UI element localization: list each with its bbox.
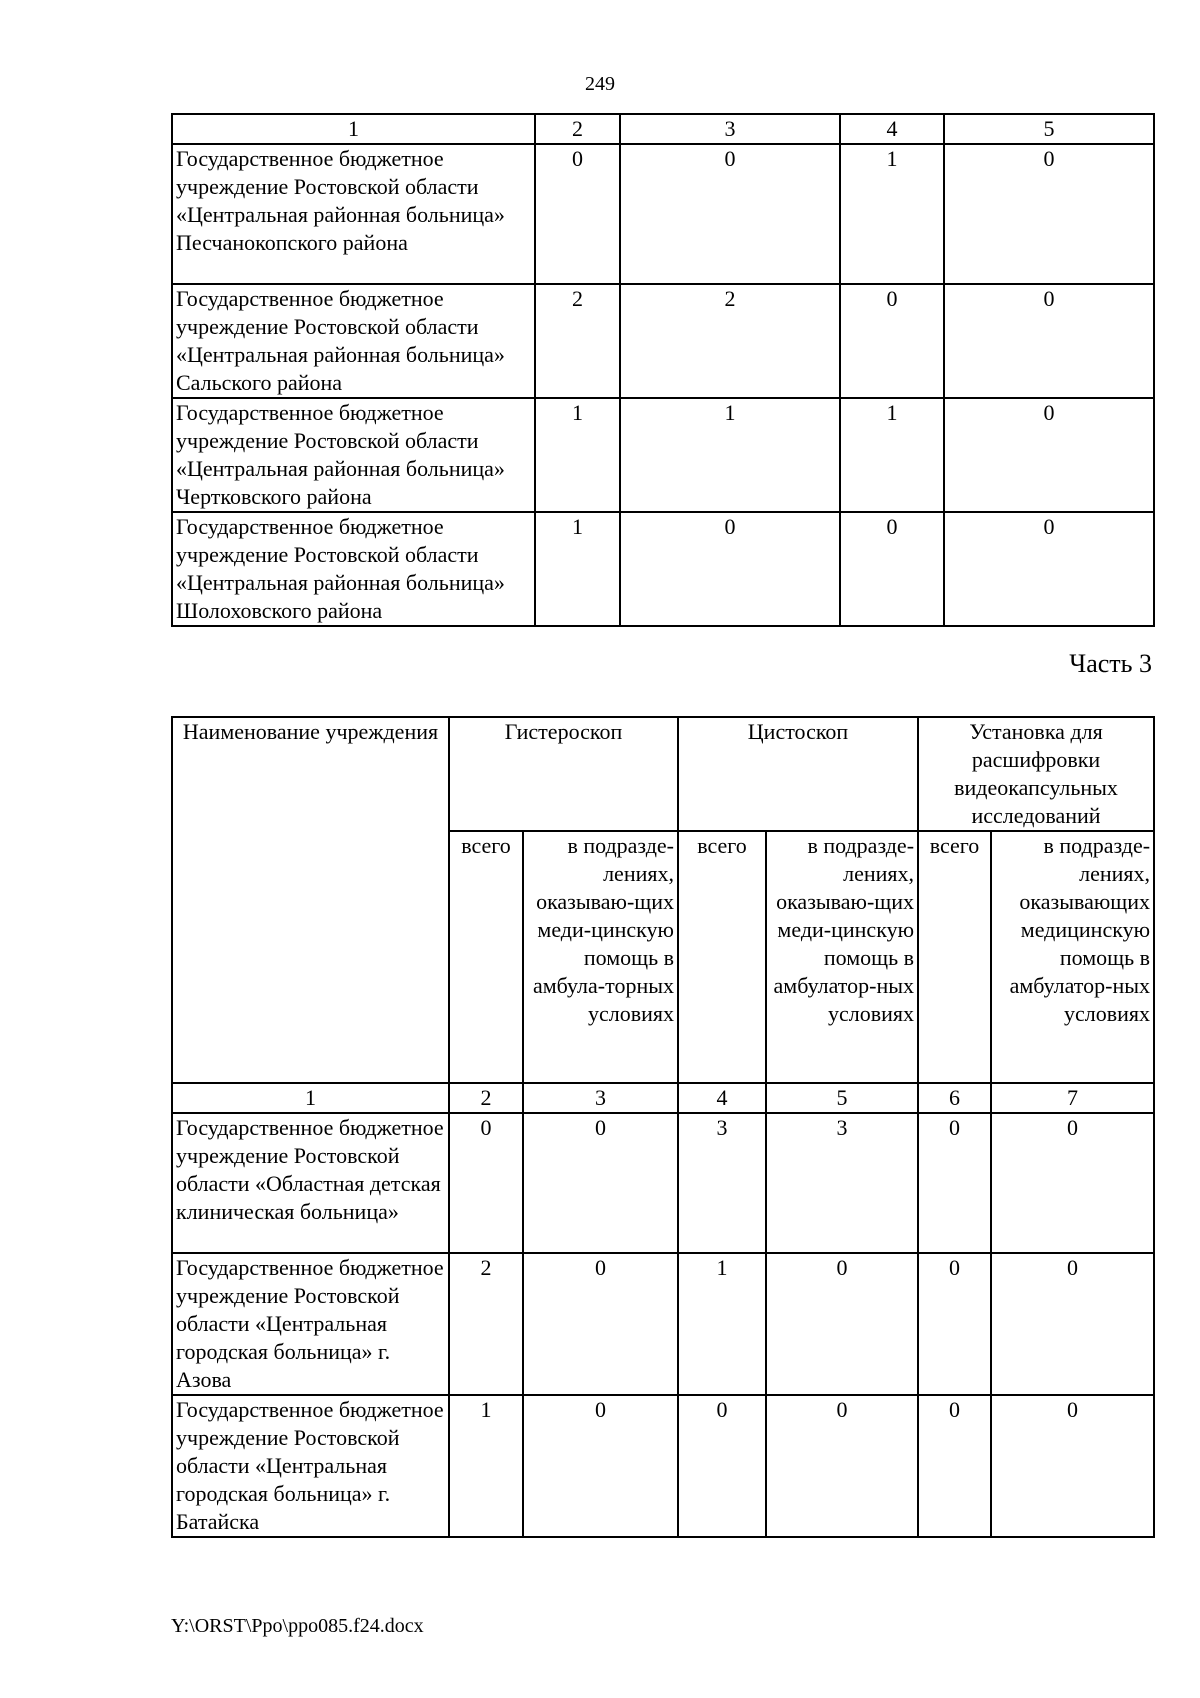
column-number: 7 (991, 1083, 1154, 1113)
cell-value: 0 (766, 1395, 918, 1537)
institution-name: Государственное бюджетное учреждение Ростовской области «Центральная городская больница» г. Батайска (172, 1395, 449, 1537)
equipment-table-part2 (171, 113, 1155, 627)
column-number-row (172, 114, 1154, 144)
cell-value: 0 (523, 1395, 678, 1537)
group-header-row (172, 717, 1154, 831)
cell-value: 1 (535, 398, 620, 512)
cell-value: 0 (840, 512, 944, 626)
cell-value: 0 (991, 1395, 1154, 1537)
institution-name: Государственное бюджетное учреждение Ростовской области «Центральная районная больница» Песчанокопского района (172, 144, 535, 284)
column-number: 2 (449, 1083, 523, 1113)
cell-value: 0 (449, 1113, 523, 1253)
outpatient-header: в подразде-лениях, оказываю-щих меди-цинскую помощь в амбула-торных условиях (523, 831, 678, 1083)
cell-value: 0 (523, 1113, 678, 1253)
cell-value: 0 (535, 144, 620, 284)
cell-value: 2 (620, 284, 840, 398)
institution-name: Государственное бюджетное учреждение Ростовской области «Центральная городская больница» г. Азова (172, 1253, 449, 1395)
table-row (172, 1253, 1154, 1395)
cell-value: 3 (678, 1113, 766, 1253)
column-number: 5 (766, 1083, 918, 1113)
cell-value: 3 (766, 1113, 918, 1253)
cystoscope-header: Цистоскоп (678, 717, 918, 831)
table-row (172, 512, 1154, 626)
cell-value: 0 (991, 1253, 1154, 1395)
column-number: 3 (523, 1083, 678, 1113)
column-number: 3 (620, 114, 840, 144)
cell-value: 1 (840, 398, 944, 512)
cell-value: 0 (523, 1253, 678, 1395)
cell-value: 0 (840, 284, 944, 398)
column-number: 2 (535, 114, 620, 144)
cell-value: 0 (944, 284, 1154, 398)
table-row (172, 144, 1154, 284)
cell-value: 1 (678, 1253, 766, 1395)
cell-value: 2 (535, 284, 620, 398)
column-number: 4 (840, 114, 944, 144)
cell-value: 0 (918, 1113, 991, 1253)
institution-name-header: Наименование учреждения (172, 717, 449, 1083)
cell-value: 1 (620, 398, 840, 512)
cell-value: 1 (449, 1395, 523, 1537)
cell-value: 1 (840, 144, 944, 284)
outpatient-header: в подразде-лениях, оказывающих медицинскую помощь в амбулатор-ных условиях (991, 831, 1154, 1083)
cell-value: 1 (535, 512, 620, 626)
cell-value: 0 (918, 1253, 991, 1395)
table-row (172, 398, 1154, 512)
column-number: 5 (944, 114, 1154, 144)
page-number: 249 (585, 73, 615, 95)
cell-value: 0 (991, 1113, 1154, 1253)
column-number: 1 (172, 1083, 449, 1113)
cell-value: 0 (678, 1395, 766, 1537)
total-header: всего (678, 831, 766, 1083)
column-number: 6 (918, 1083, 991, 1113)
column-number: 1 (172, 114, 535, 144)
total-header: всего (918, 831, 991, 1083)
equipment-table-part3 (171, 716, 1155, 1538)
cell-value: 0 (766, 1253, 918, 1395)
total-header: всего (449, 831, 523, 1083)
institution-name: Государственное бюджетное учреждение Ростовской области «Центральная районная больница» Сальского района (172, 284, 535, 398)
institution-name: Государственное бюджетное учреждение Ростовской области «Центральная районная больница» Шолоховского района (172, 512, 535, 626)
table-row (172, 1113, 1154, 1253)
cell-value: 0 (918, 1395, 991, 1537)
cell-value: 0 (620, 512, 840, 626)
video-capsule-unit-header: Установка для расшифровки видеокапсульных исследований (918, 717, 1154, 831)
institution-name: Государственное бюджетное учреждение Ростовской области «Областная детская клиническая больница» (172, 1113, 449, 1253)
hysteroscope-header: Гистероскоп (449, 717, 678, 831)
cell-value: 0 (944, 512, 1154, 626)
cell-value: 0 (620, 144, 840, 284)
cell-value: 2 (449, 1253, 523, 1395)
part-label: Часть 3 (1069, 649, 1152, 678)
table-row (172, 1395, 1154, 1537)
cell-value: 0 (944, 398, 1154, 512)
column-number: 4 (678, 1083, 766, 1113)
column-number-row (172, 1083, 1154, 1113)
cell-value: 0 (944, 144, 1154, 284)
table-row (172, 284, 1154, 398)
file-path-footer: Y:\ORST\Ppo\ppo085.f24.docx (171, 1615, 424, 1637)
outpatient-header: в подразде-лениях, оказываю-щих меди-цинскую помощь в амбулатор-ных условиях (766, 831, 918, 1083)
institution-name: Государственное бюджетное учреждение Ростовской области «Центральная районная больница» Чертковского района (172, 398, 535, 512)
